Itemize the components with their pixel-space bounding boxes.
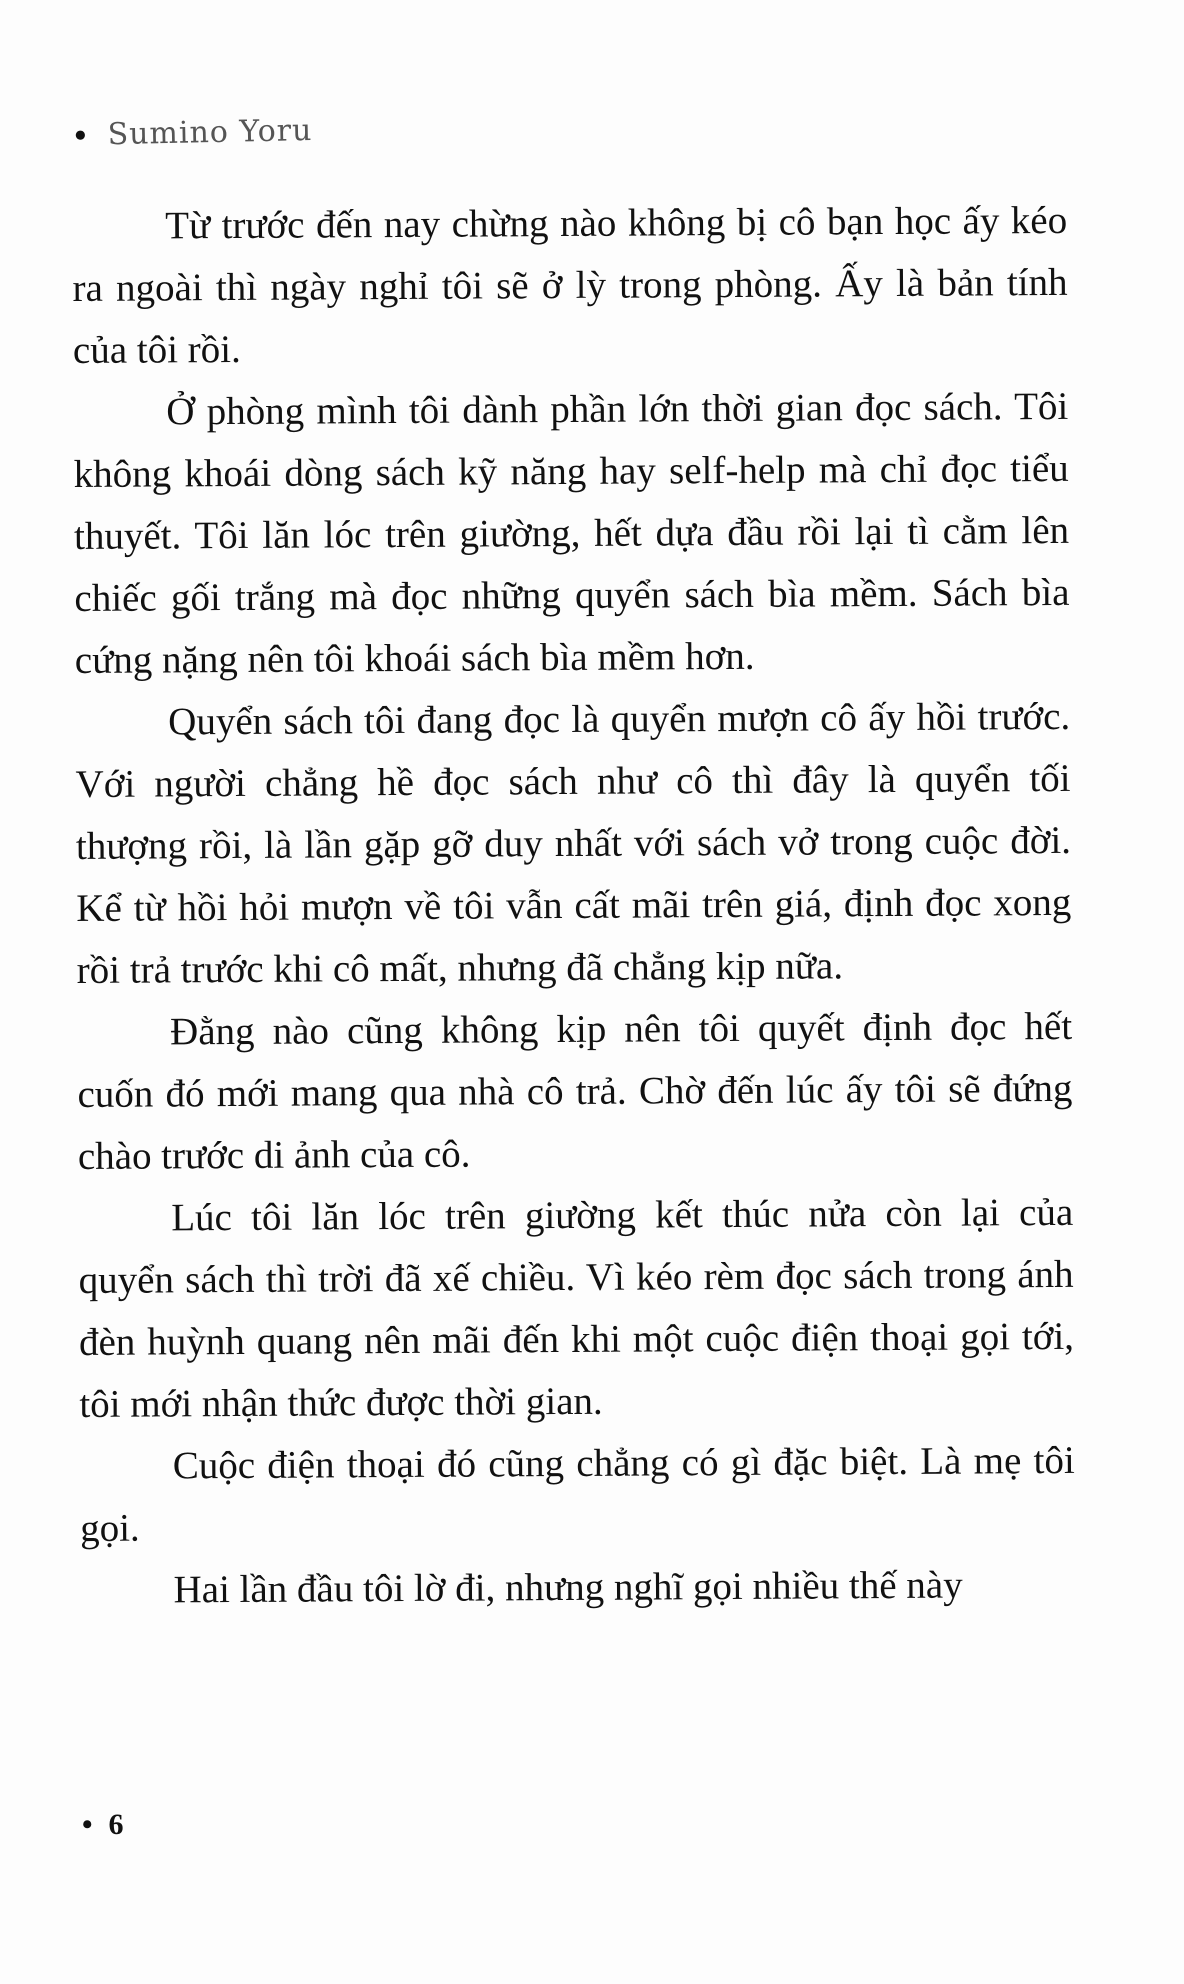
author-name: Sumino Yoru xyxy=(107,112,313,153)
body-text xyxy=(72,190,1076,1622)
paragraph: Hai lần đầu tôi lờ đi, nhưng nghĩ gọi nhiều thế này xyxy=(173,1563,963,1612)
paragraph: Quyển sách tôi đang đọc là quyển mượn cô ấy hồi trước. Với người chẳng hề đọc sách như cô thì đây là quyển tối thượng rồi, là lần gặp gỡ duy nhất với sách vở trong cuộc đời. Kể từ hồi hỏi mượn về tôi vẫn cất mãi trên giá, định đọc xong rồi trả trước khi cô mất, nhưng đã chẳng kịp nữa. xyxy=(75,694,1072,992)
running-head-bullet: • xyxy=(71,121,90,152)
paragraph: Đằng nào cũng không kịp nên tôi quyết định đọc hết cuốn đó mới mang qua nhà cô trả. Chờ đến lúc ấy tôi sẽ đứng chào trước di ảnh của cô. xyxy=(77,1004,1073,1178)
running-head xyxy=(72,113,313,153)
page-number: 6 xyxy=(108,1808,124,1841)
paragraph: Lúc tôi lăn lóc trên giường kết thúc nửa còn lại của quyển sách thì trời đã xế chiều. Vì kéo rèm đọc sách trong ánh đèn huỳnh quang nên mãi đến khi một cuộc điện thoại gọi tới, tôi mới nhận thức được thời gian. xyxy=(78,1190,1075,1426)
paragraph: Ở phòng mình tôi dành phần lớn thời gian đọc sách. Tôi không khoái dòng sách kỹ năng hay self-help mà chỉ đọc tiểu thuyết. Tôi lăn lóc trên giường, hết dựa đầu rồi lại tì cằm lên chiếc gối trắng mà đọc những quyển sách bìa mềm. Sách bìa cứng nặng nên tôi khoái sách bìa mềm hơn. xyxy=(73,384,1070,682)
paragraph: Từ trước đến nay chừng nào không bị cô bạn học ấy kéo ra ngoài thì ngày nghỉ tôi sẽ ở lỳ trong phòng. Ấy là bản tính của tôi rồi. xyxy=(72,198,1068,372)
page-number-footer xyxy=(82,1808,124,1842)
folio-bullet: • xyxy=(82,1808,93,1841)
paragraph: Cuộc điện thoại đó cũng chẳng có gì đặc biệt. Là mẹ tôi gọi. xyxy=(80,1438,1075,1550)
